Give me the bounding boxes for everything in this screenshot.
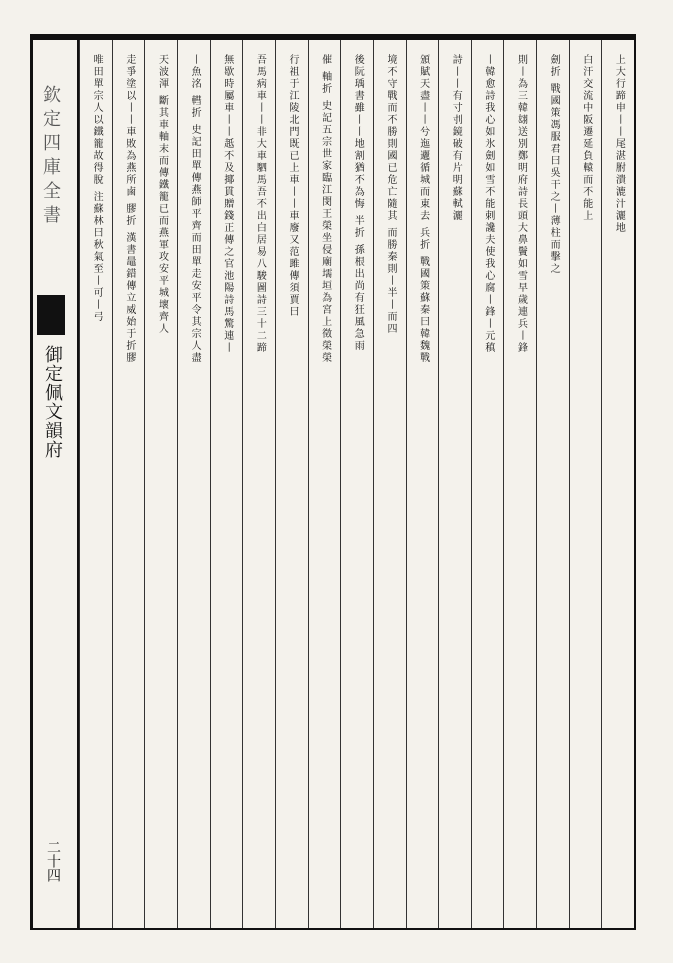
page-margin (33, 40, 79, 928)
column-text: 白汗交流中阪遷延負轅而不能上 (580, 54, 592, 222)
column-text: 唯田單宗人以鐵籠故得脫 注蘇林曰秋氣至丨可丨弓 (91, 54, 103, 324)
text-column (536, 40, 569, 928)
text-column (471, 40, 504, 928)
text-column (503, 40, 536, 928)
column-text: 天波渾 斷其車軸末而傳鐵籠已而燕軍攻安平城壞齊人 (156, 54, 168, 336)
text-column (373, 40, 406, 928)
text-column (177, 40, 210, 928)
column-text: 吾馬病車丨丨非大車駟馬吾不出白居易八駿圖詩三十二蹄 (254, 54, 266, 354)
column-text: 丨韓愈詩我心如氷劍如雪不能刺讒夫使我心腐丨鋒丨元稹 (482, 54, 494, 354)
text-column (79, 40, 112, 928)
column-text: 行祖于江陵北門既已上車丨丨車廢又范雎傳須賈曰 (287, 54, 299, 318)
column-text: 上大行蹄申丨丨尾湛胕潰漉汁灑地 (613, 54, 625, 234)
text-column (308, 40, 341, 928)
text-column (569, 40, 602, 928)
book-page (30, 34, 636, 930)
column-text: 催 軸折 史記五宗世家臨江閔王榮坐侵廟壖垣為宮上徵榮榮 (319, 54, 331, 365)
text-column (601, 40, 634, 928)
fishtail-mark (37, 295, 65, 335)
text-column (112, 40, 145, 928)
volume-header: 欽定四庫全書 (40, 85, 61, 229)
book-title: 御定佩文韻府 (42, 345, 63, 459)
column-text: 無歇時屬車丨丨赿不及揶貫贈錢正傳之官池陽詩馬驚連丨 (221, 54, 233, 354)
text-column (210, 40, 243, 928)
text-body (79, 40, 634, 928)
column-text: 後阮瑀書雖丨丨地割猶不為悔 半折 孫根出尚有狂風急雨 (352, 54, 364, 353)
text-column (406, 40, 439, 928)
text-column (438, 40, 471, 928)
column-text: 丨魚洺 轊折 史記田單傳燕師平齊而田單走安平令其宗人盡 (189, 54, 201, 365)
text-column (242, 40, 275, 928)
text-column (144, 40, 177, 928)
text-column (275, 40, 308, 928)
column-text: 境不守戰而不勝則國已危亡隨其 而勝秦則丨半丨而四 (384, 54, 396, 336)
column-text: 劍折 戰國策馮服君曰吳干之丨薄柱而擊之 (548, 54, 560, 276)
text-column (340, 40, 373, 928)
column-text: 頒賦天盡丨丨兮迤邐循城而東去 兵折 戰國策蘇秦曰韓魏戰 (417, 54, 429, 365)
column-text: 走爭塗以丨丨車敗為燕所鹵 膠折 漢書鼂錯傳立威始于折膠 (123, 54, 135, 365)
column-text: 則丨為三韓翃送別鄭明府詩長頭大鼻鬢如雪早歲連兵丨鋒 (515, 54, 527, 354)
column-text: 詩丨丨有寸刌鏡破有片明蘇軾灑 (450, 54, 462, 222)
folio-number: 二十四 (45, 840, 61, 882)
